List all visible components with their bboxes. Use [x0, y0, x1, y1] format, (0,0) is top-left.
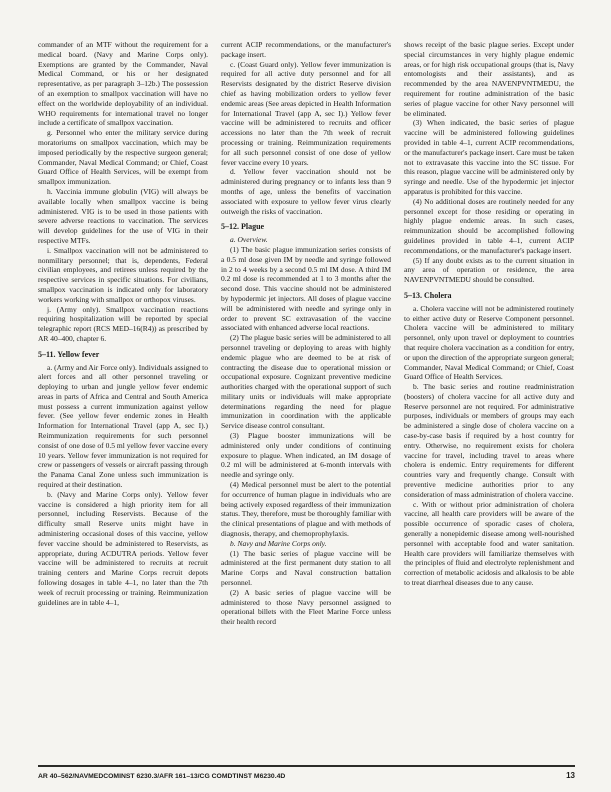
paragraph: (3) When indicated, the basic series of plague vaccine will be administered following guidelines provided in table 4–1, current ACIP recommendations, or the manufacturer's package insert. Care must be taken not to extravasate this vaccine into the SC tissue. For this reason, plague vaccine will be administered only by syringe and needle. Use of the hypodermic jet injector apparatus is prohibited for this vaccine.: [404, 118, 574, 196]
paragraph: g. Personnel who enter the military service during moratoriums on smallpox vaccination, which may be imposed periodically by the respective surgeon general; Commander, Naval Medical Command; or Chief, Coast Guard Office of Health Services, will be exempt from smallpox immunization.: [38, 128, 208, 187]
paragraph: b. Navy and Marine Corps only.: [230, 538, 327, 548]
paragraph: (1) The basic plague immunization series consists of a 0.5 ml dose given IM by needle and syringe followed in 2 to 4 weeks by a second 0.5 ml IM dose. A third IM 0.2 ml dose is recommended at 1 to 3 months after the second dose. This vaccine should not be administered by hypodermic jet injectors. All doses of plague vaccine will be administered with needle and syringe only in order to prevent SC extravasation of the vaccine associated with enhanced adverse local reactions.: [221, 244, 391, 333]
section-heading: 5–13. Cholera: [404, 290, 452, 300]
section-heading: 5–12. Plague: [221, 222, 265, 232]
paragraph: a. Overview.: [230, 235, 268, 245]
column-left: [38, 40, 208, 746]
paragraph: shows receipt of the basic plague series. Except under special circumstances in very highly plague endemic areas, or for high risk occupational groups (that is, Navy entomologists and their assistants), and as recommended by the area NAVENPVNTMEDU, the requirement for routine administration of the basic series of plague vaccine for other Navy personnel will be eliminated.: [404, 40, 574, 118]
document-id: AR 40–562/NAVMEDCOMINST 6230.3/AFR 161–13/CG COMDTINST M6230.4D: [38, 773, 286, 780]
paragraph: (3) Plague booster immunizations will be administered only under conditions of continuing exposure to plague. When indicated, an IM dosage of 0.2 ml will be administered at 6-month intervals with needle and syringe only.: [221, 431, 391, 480]
paragraph: b. (Navy and Marine Corps only). Yellow fever vaccine is considered a high priority item for all personnel, including Reservists. Because of the difficulty small Reserve units might have in administering occasional doses of this vaccine, yellow fever vaccine should be administered to Reservists, as appropriate, during ACDUTRA periods. Yellow fever vaccine will be administered to recruits at recruit training centers and Marine Corps recruit depots following dosages in table 4–1, no later than the 7th week of recruit processing or training. Reimmunization guidelines are in table 4–1,: [38, 489, 208, 607]
column-right: [404, 40, 574, 746]
page-number: 13: [566, 771, 575, 780]
paragraph: (1) The basic series of plague vaccine will be administered at the first permanent duty station to all Marine Corps and Naval construction battalion personnel.: [221, 548, 391, 588]
paragraph: d. Yellow fever vaccination should not be administered during pregnancy or to infants less than 9 months of age, unless the benefits of vaccination associated with exposure to yellow fever virus clearly outweigh the risks of vaccination.: [221, 167, 391, 216]
paragraph: c. (Coast Guard only). Yellow fever immunization is required for all active duty personnel and for all Reservists designated by the district Reserve division chief as having mobilization orders to yellow fever endemic areas (See areas depicted in Health Information for International Travel (app A, sec I).) Yellow fever vaccine will be administered to recruits and officer accessions no later than the 7th week of recruit processing or training. Reimmunization requirements for all such personnel consist of one dose of yellow fever vaccine every 10 years.: [221, 59, 391, 167]
text-columns: [38, 40, 575, 746]
paragraph: i. Smallpox vaccination will not be administered to nonmilitary personnel; that is, dependents, Federal civilian employees, and retirees unless required by the respective services in specific situations. For civilians, smallpox vaccination is indicated only for laboratory workers working with smallpox or orthopox viruses.: [38, 245, 208, 304]
paragraph: (2) A basic series of plague vaccine will be administered to those Navy personnel assigned to operational billets with the Fleet Marine Force unless their health record: [221, 587, 391, 627]
paragraph: b. The basic series and routine readministration (boosters) of cholera vaccine for all active duty and Reserve personnel are not required. For administrative purposes, individuals or members of groups may each be administered a single dose of cholera vaccine on a case-by-case basis if required by a host country for entry. Otherwise, no requirement exists for cholera vaccine for travel, including travel to areas where cholera is endemic. Entry requirements for different countries vary and frequently change. Consult with preventive medicine authorities prior to any consideration of mass administration of cholera vaccine.: [404, 382, 574, 499]
paragraph: j. (Army only). Smallpox vaccination reactions requiring hospitalization will be reported by special telegraphic report (RCS MED–16(R4)) as prescribed by AR 40–400, chapter 6.: [38, 304, 208, 343]
paragraph: commander of an MTF without the requirement for a medical board. (Navy and Marine Corps only). Exemptions are granted by the Commander, Naval Medical Command, or his or her designated representative, as per paragraph 3–12b.) The possession of an exemption to smallpox vaccination will have no effect on the worldwide deployability of an individual. WHO requirements for international travel no longer include a certificate of smallpox vaccination.: [38, 40, 208, 128]
paragraph: current ACIP recommendations, or the manufacturer's package insert.: [221, 40, 391, 59]
section-heading: 5–11. Yellow fever: [38, 349, 100, 359]
page-footer: [38, 765, 575, 780]
paragraph: a. (Army and Air Force only). Individuals assigned to alert forces and all other personnel traveling or deploying to urban and jungle yellow fever endemic areas in parts of Africa and Central and South America must possess a current immunization against yellow fever. (See yellow fever endemic zones in Health Information for International Travel (app A, sec I).) Reimmunization requirements for such personnel consist of one dose of 0.5 ml yellow fever vaccine every 10 years. Yellow fever immunization is not required for crew or passengers of vessels or aircraft passing through the Panama Canal Zone unless such immunization is required at their destination.: [38, 362, 208, 490]
paragraph: c. With or without prior administration of cholera vaccine, all health care providers will be aware of the possible occurrence of sporadic cases of cholera, generally a nonepidemic disease among well-nourished personnel with acceptable food and water sanitation. Health care providers will familiarize themselves with the principles of fluid and electrolyte replenishment and correction of metabolic acidosis and alkalosis to be able to treat diarrheal diseases due to any cause.: [404, 499, 574, 588]
paragraph: (5) If any doubt exists as to the current situation in any area of operation or residence, the area NAVENPVNTMEDU should be consulted.: [404, 255, 574, 285]
paragraph: (2) The plague basic series will be administered to all personnel traveling or deploying to areas with highly endemic plague who are deemed to be at risk of contracting the disease due to operational mission or occupational exposure. Cognizant preventive medicine authorities charged with the operational support of such military units or individuals will make appropriate determinations regarding the need for plague immunization in coordination with the applicable Service disease control consultant.: [221, 333, 391, 431]
paragraph: (4) No additional doses are routinely needed for any personnel except for those residing or operating in highly plague endemic areas. In such cases, reimmunization should be accomplished following guidelines provided in table 4–1, current ACIP recommendations, or the manufacturer's package insert.: [404, 196, 574, 255]
paragraph: h. Vaccinia immune globulin (VIG) will always be available locally when smallpox vaccine is being administered. VIG is to be used in those patients with severe adverse reactions to vaccination. The services will develop guidelines for the use of VIG in their respective MTFs.: [38, 186, 208, 245]
paragraph: (4) Medical personnel must be alert to the potential for occurrence of human plague in individuals who are being actively exposed regardless of their immunization status. They, therefore, must be thoroughly familiar with the clinical presentations of plague and with methods of diagnosis, therapy, and chemoprophylaxis.: [221, 480, 391, 539]
column-center: [221, 40, 391, 746]
paragraph: a. Cholera vaccine will not be administered routinely to either active duty or Reserve Component personnel. Cholera vaccine will be administered to military personnel, only upon travel or deployment to countries that require cholera vaccination as a condition for entry, or upon the direction of the appropriate surgeon general; Commander, Naval Medical Command; or Chief, Coast Guard Office of Health Services.: [404, 303, 574, 382]
